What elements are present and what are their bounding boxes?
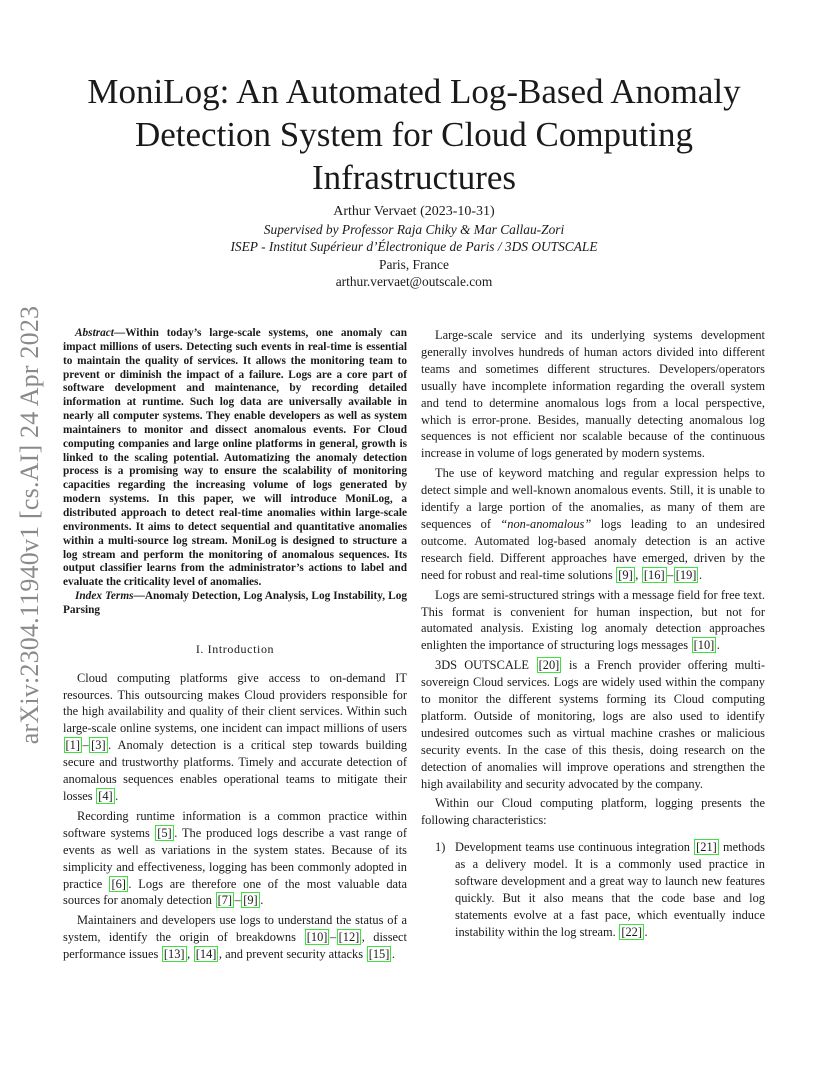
email-line: arthur.vervaet@outscale.com	[335, 274, 493, 290]
citation-link[interactable]: [16]	[643, 567, 665, 582]
list-item-text	[455, 839, 765, 940]
abstract-label: Abstract	[75, 327, 114, 339]
citation-link[interactable]: [6]	[111, 876, 126, 891]
text-run: ,	[187, 947, 194, 962]
intro-paragraph-7	[421, 657, 765, 792]
citation-link[interactable]: [19]	[675, 567, 697, 582]
citation-link[interactable]: [20]	[538, 658, 560, 673]
text-run: logs leading to an undesired outcome. Automated log-based anomaly detection is an active research field. Different approaches have emerged, driven by the need for robust and real-time solutions	[421, 516, 765, 582]
intro-paragraph-8: Within our Cloud computing platform, logging presents the following characteristics:	[421, 796, 765, 828]
text-run: . Logs are therefore one of the most valuable data sources for anomaly detection	[63, 876, 407, 908]
intro-paragraph-1	[63, 670, 407, 805]
location-line: Paris, France	[379, 256, 449, 272]
text-run: , and prevent security attacks	[218, 947, 367, 962]
text-run: .	[716, 638, 720, 653]
paper-title	[60, 70, 768, 199]
abstract-text: —Within today’s large-scale systems, one anomaly can impact millions of users. Detecting such events in real-time is essential to maintain the quality of services. It allows the monitoring team to prevent or diminish the impact of a failure. Logs are a core part of software development and maintenance, by recording detailed information at runtime. Such log data are universally available in nearly all computer systems. They enable developers as well as system maintainers to monitor and dissect anomalous events. For Cloud computing companies and large online platforms in general, growth is linked to the scaling potential. Automatizing the anomaly detection process is a promising way to ensure the scalability of monitoring capacities regarding the increasing volume of logs generated by modern systems. In this paper, we will introduce MoniLog, a distributed approach to detect real-time anomalies within large-scale environments. It aims to detect sequential and quantitative anomalies within a multi-source log stream. MoniLog is designed to structure a log stream and perform the monitoring of anomalous sequences. Its output classifier learns from the administrator’s actions to label and evaluate the criticality level of anomalies.	[63, 327, 407, 589]
text-run: .	[391, 947, 395, 962]
section-heading-introduction: I. Introduction	[195, 641, 275, 656]
citation-link[interactable]: [9]	[243, 893, 258, 908]
text-run: . The produced logs describe a vast range of events as well as variations in the system states. Because of its simplicity and effectiveness, logging has been commonly adopted in practice	[63, 825, 407, 891]
text-run: Development teams use continuous integration	[455, 840, 694, 855]
supervision-line: Supervised by Professor Raja Chiky & Mar Callau-Zori	[263, 221, 565, 237]
citation-link[interactable]: [15]	[368, 947, 390, 962]
text-run: –	[329, 930, 337, 945]
text-run: .	[698, 567, 703, 582]
text-run: , dissect performance issues	[63, 930, 407, 962]
arxiv-identifier: arXiv:2304.11940v1 [cs.AI] 24 Apr 2023	[15, 305, 44, 745]
list-number: 1)	[435, 840, 446, 855]
citation-link[interactable]: [4]	[98, 788, 113, 803]
text-run: ,	[635, 567, 642, 582]
intro-paragraph-3	[63, 912, 407, 963]
text-run: 3DS OUTSCALE	[435, 658, 537, 673]
citation-link[interactable]: [12]	[338, 930, 360, 945]
title-line-3: Infrastructures	[311, 158, 517, 197]
text-run: –	[234, 893, 241, 908]
text-run: –	[82, 738, 89, 753]
text-run: . Anomaly detection is a critical step towards building secure and trustworthy platforms. Timely and accurate detection of anomalous sequences enables operational teams to mitigate their losses	[63, 738, 407, 803]
citation-link[interactable]: [1]	[65, 738, 80, 753]
characteristics-list-item	[421, 839, 765, 940]
intro-paragraph-2	[63, 808, 407, 909]
citation-link[interactable]: [14]	[195, 947, 217, 962]
text-run: Cloud computing platforms give access to on-demand IT resources. This outsourcing makes Cloud providers responsible for the high availability and quality of their client services. Within such large-scale online systems, one incident can impact millions of users	[63, 670, 407, 736]
emphasis-text: “non-anomalous”	[500, 516, 592, 531]
citation-link[interactable]: [21]	[696, 840, 717, 855]
citation-link[interactable]: [10]	[306, 930, 328, 945]
text-run: .	[115, 788, 119, 803]
text-run: .	[644, 924, 648, 939]
index-terms	[63, 590, 407, 618]
left-column	[63, 327, 407, 966]
text-run: Maintainers and developers use logs to understand the status of a system, identify the origin of breakdowns	[63, 913, 407, 945]
arxiv-stamp	[10, 290, 50, 760]
text-run: Recording runtime information is a common practice within software systems	[63, 808, 407, 840]
abstract	[63, 327, 407, 590]
citation-link[interactable]: [7]	[217, 893, 233, 908]
citation-link[interactable]: [13]	[163, 947, 185, 962]
title-line-1: MoniLog: An Automated Log-Based Anomaly	[87, 72, 741, 111]
text-run: .	[260, 893, 264, 908]
citation-link[interactable]: [22]	[621, 924, 642, 939]
author-block	[120, 203, 708, 291]
intro-paragraph-6	[421, 587, 765, 655]
citation-link[interactable]: [3]	[91, 738, 106, 753]
text-run: The use of keyword matching and regular expression helps to detect simple and well-known anomalous events. Still, it is unable to identify a large portion of the anomalies, as many of them are sequences of	[421, 466, 765, 531]
text-run: Logs are semi-structured strings with a message field for free text. This format is convenient for human inspection, but not for automated analysis. Existing log anomaly detection approaches enlighten the importance of structuring logs messages	[421, 587, 765, 653]
index-terms-label: Index Terms	[75, 590, 134, 603]
intro-paragraph-5	[421, 465, 765, 583]
text-run: –	[667, 567, 674, 582]
citation-link[interactable]: [10]	[693, 638, 715, 653]
affiliation-line: ISEP - Institut Supérieur d’Électronique de Paris / 3DS OUTSCALE	[230, 239, 598, 255]
text-run: is a French provider offering multi-sovereign Cloud services. Logs are widely used within the company to monitor the different systems forming its Cloud computing platform. Outside of monitoring, logs are also used to identify undesired outcomes such as virtual machine crashes or malicious security events. In the case of this thesis, doing research on the detection of anomalies will improve operations and strengthen the high availability and security advocated by the company.	[421, 658, 766, 791]
citation-link[interactable]: [9]	[618, 567, 633, 582]
citation-link[interactable]: [5]	[157, 825, 172, 840]
index-terms-text: —Anomaly Detection, Log Analysis, Log Instability, Log Parsing	[63, 590, 407, 616]
text-run: methods as a delivery model. It is a commonly used practice in software development and a great way to launch new features quickly. But it also means that the code base and log statements evolve at a fast pace, which eventually induce instability within the log stream.	[455, 840, 765, 939]
title-line-2: Detection System for Cloud Computing	[134, 115, 694, 154]
right-column	[421, 327, 765, 941]
author-name: Arthur Vervaet (2023-10-31)	[333, 204, 495, 219]
intro-paragraph-4: Large-scale service and its underlying systems development generally involves hundreds of human actors divided into different teams and sometimes different structures. Developers/operators usually have incomplete information regarding the overall system and tend to determine anomalous logs from a local perspective, which is error-prone. Besides, manually detecting anomalous log sequences is not efficient nor scalable because of the continuous increase in volume of logs generated by modern systems.	[421, 328, 765, 461]
